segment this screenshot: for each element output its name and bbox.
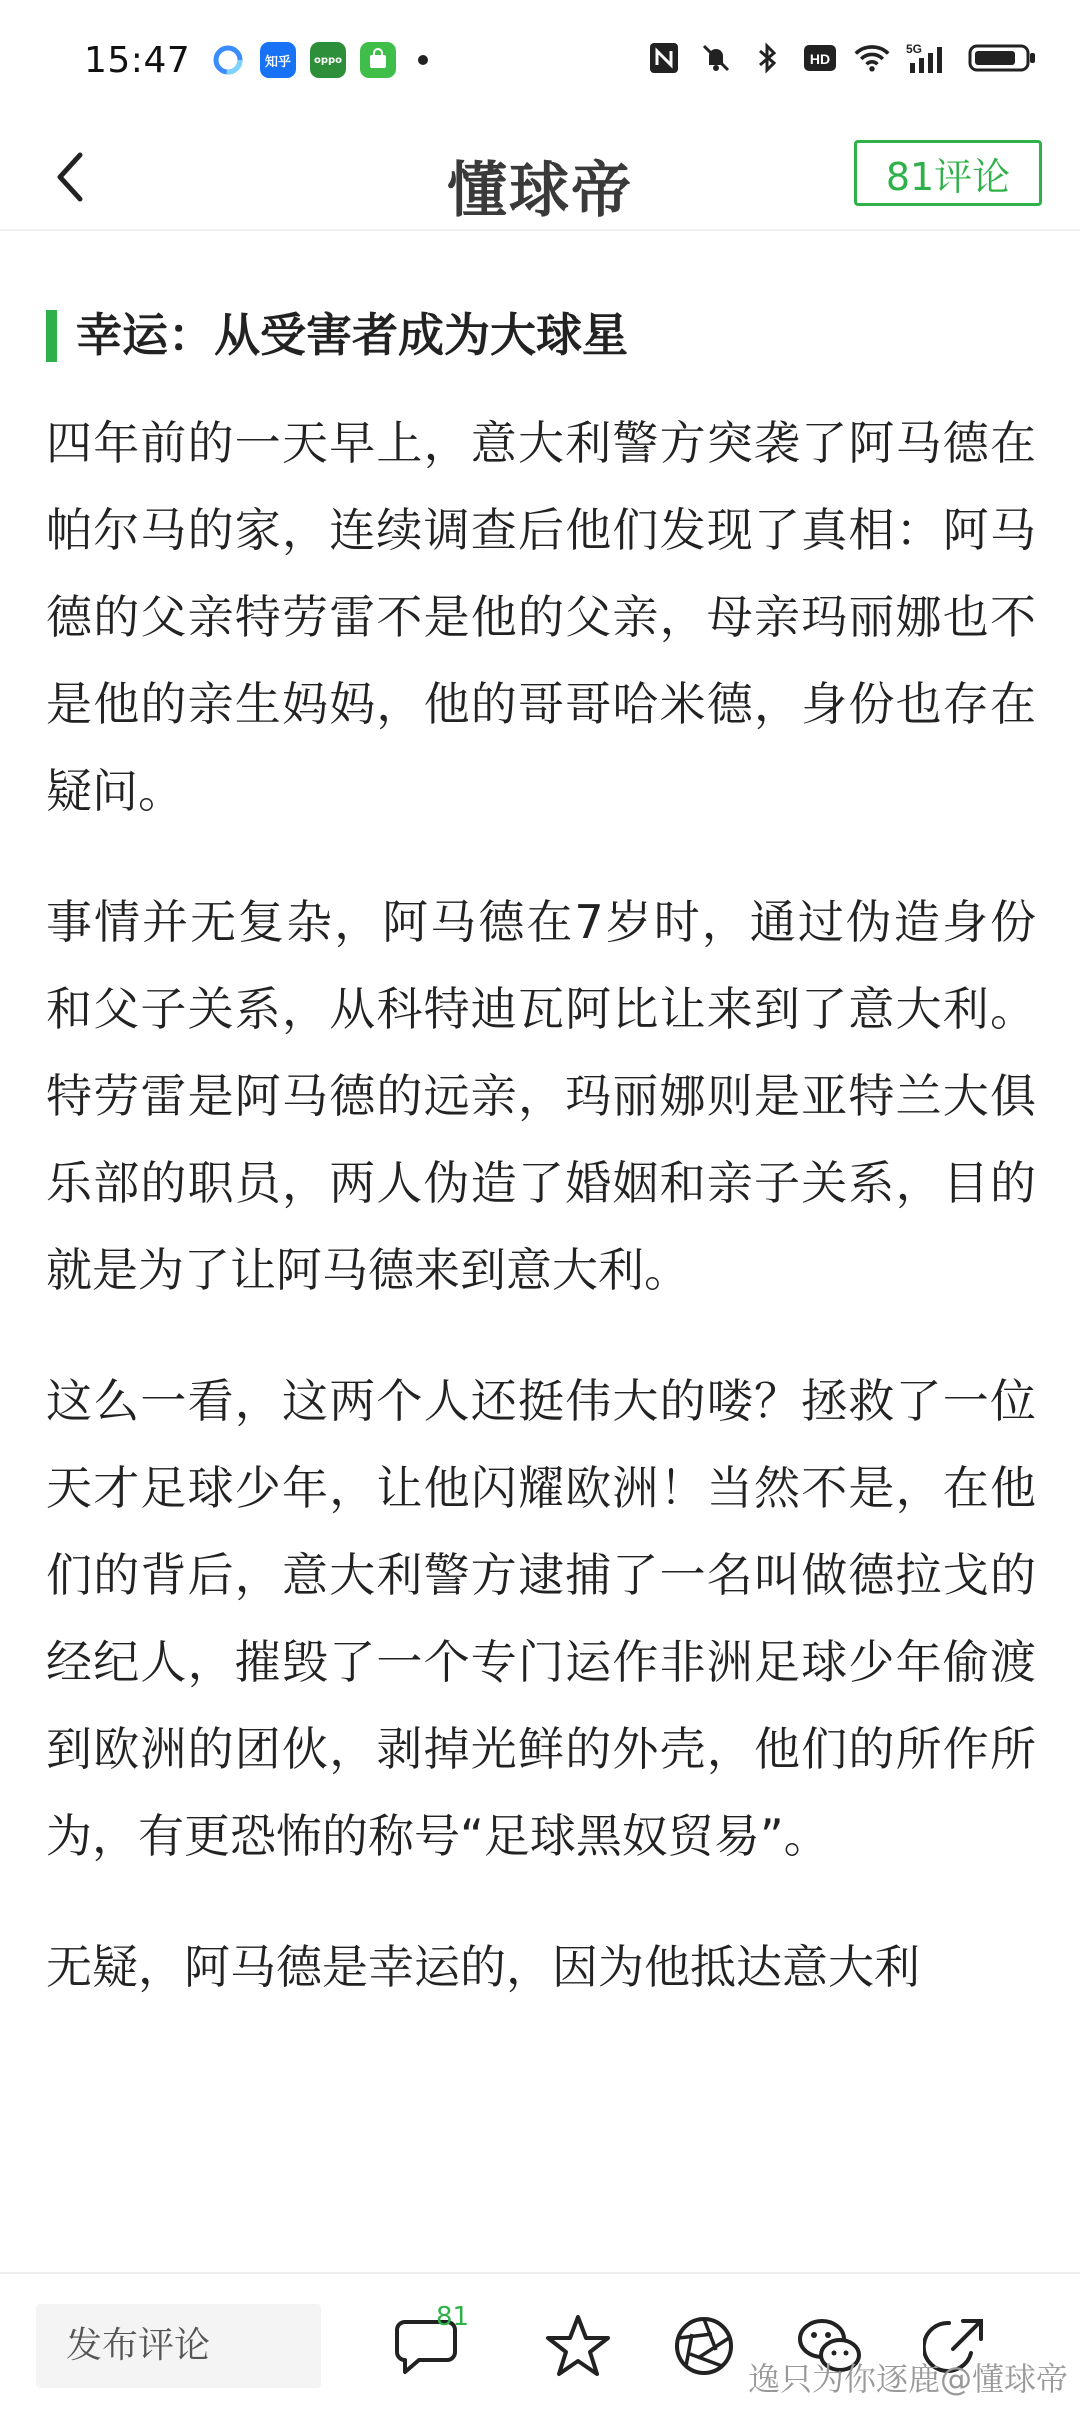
network-label: 5G [906, 42, 923, 56]
app-logo: 懂球帝 [447, 156, 633, 226]
status-time: 15:47 [84, 40, 191, 81]
oppo-icon [310, 42, 346, 78]
aperture-icon [672, 2314, 736, 2378]
favorite-button[interactable] [542, 2310, 614, 2382]
mute-icon [698, 40, 734, 76]
qq-browser-icon [210, 42, 246, 78]
nfc-icon [646, 40, 682, 76]
hd-text: HD [809, 51, 831, 67]
wifi-icon [854, 40, 890, 76]
watermark: 逸只为你逐鹿@懂球帝 [747, 2360, 1068, 2398]
app-store-icon [360, 42, 396, 78]
zhihu-label: 知乎 [264, 54, 291, 70]
hd-icon [802, 40, 838, 76]
bottom-action-bar [0, 2272, 1080, 2412]
signal-5g-icon [906, 40, 952, 76]
status-bar [0, 0, 1080, 125]
article-paragraph: 事情并无复杂，阿马德在7岁时，通过伪造身份和父子关系，从科特迪瓦阿比让来到了意大利。特劳雷是阿马德的远亲，玛丽娜则是亚特兰大俱乐部的职员，两人伪造了婚姻和亲子关系，目的就是为了让阿马德来到意大利。 [46, 895, 1036, 1297]
bluetooth-icon [750, 40, 786, 76]
comment-count-badge: 81 [436, 2302, 470, 2332]
nav-bar [0, 125, 1080, 231]
article-paragraph: 这么一看，这两个人还挺伟大的喽？拯救了一位天才足球少年，让他闪耀欧洲！当然不是，在他们的背后，意大利警方逮捕了一名叫做德拉戈的经纪人，摧毁了一个专门运作非洲足球少年偷渡到欧洲的团伙，剥掉光鲜的外壳，他们的所作所为，有更恐怖的称号“足球黑奴贸易”。 [46, 1374, 1036, 1863]
comment-input[interactable]: 发布评论 [36, 2304, 321, 2388]
zhihu-icon [260, 42, 296, 78]
share-moments-button[interactable] [668, 2310, 740, 2382]
article-paragraph: 无疑，阿马德是幸运的，因为他抵达意大利 [46, 1940, 920, 1994]
star-icon [544, 2313, 612, 2379]
article-body [46, 300, 1036, 2011]
oppo-label: oppo [313, 54, 343, 66]
section-heading: 幸运：从受害者成为大球星 [46, 300, 1036, 370]
comments-button[interactable]: 81评论 [854, 140, 1042, 206]
system-icons [646, 40, 1038, 76]
article-paragraph: 四年前的一天早上，意大利警方突袭了阿马德在帕尔马的家，连续调查后他们发现了真相：阿马德的父亲特劳雷不是他的父亲，母亲玛丽娜也不是他的亲生妈妈，他的哥哥哈米德，身份也存在疑问。 [46, 416, 1036, 818]
notification-icons [210, 42, 428, 78]
battery-icon [968, 40, 1038, 76]
more-notifications-dot [418, 55, 428, 65]
